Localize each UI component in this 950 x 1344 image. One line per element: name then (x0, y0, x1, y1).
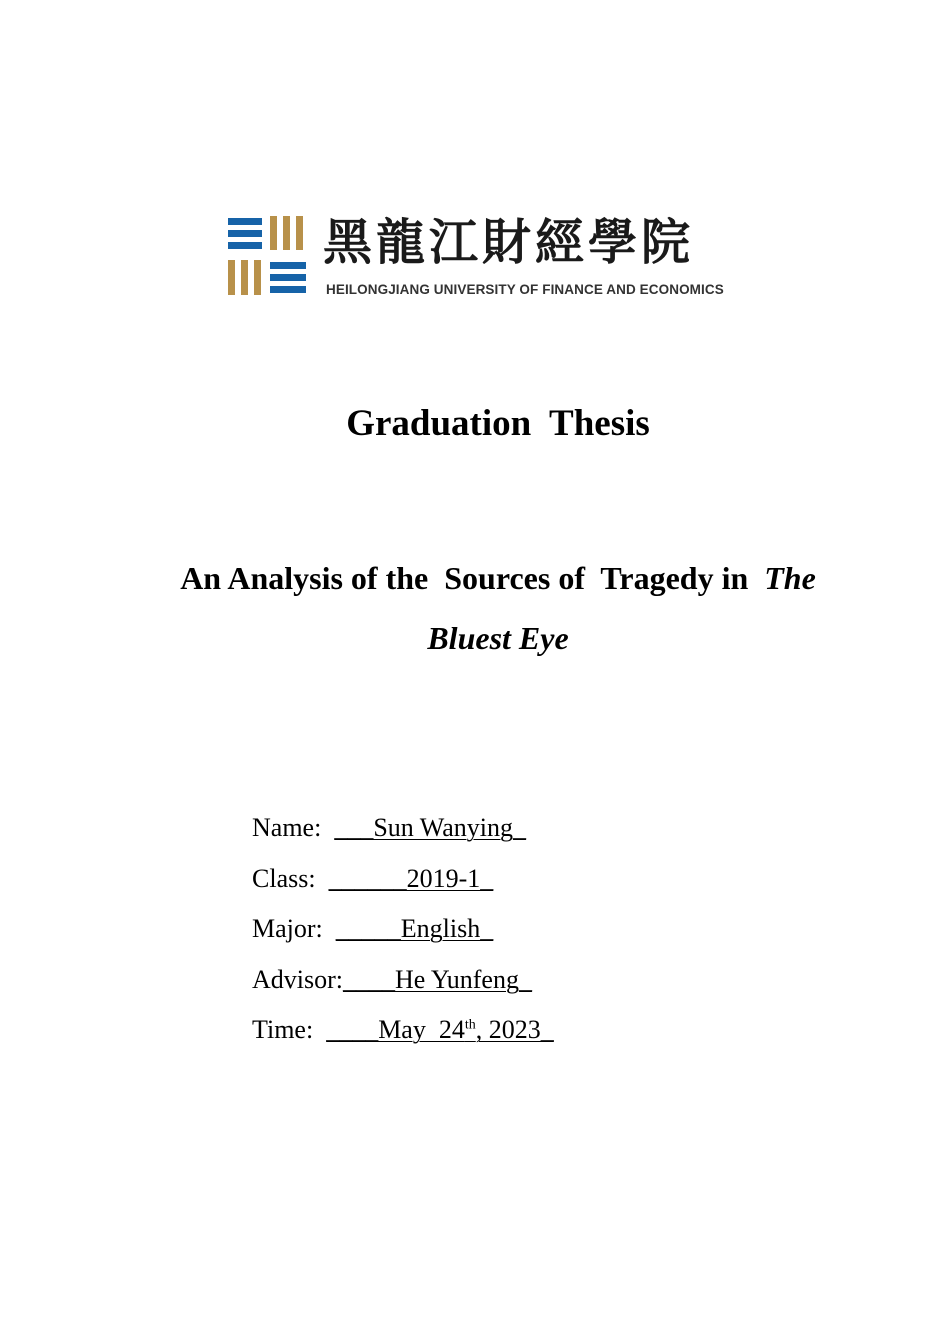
thesis-title-italic-2: Bluest Eye (427, 620, 569, 656)
logo-english-name: HEILONGJIANG UNIVERSITY OF FINANCE AND ECONOMICS (326, 282, 724, 297)
logo-chinese-name: 黑龍江財經學院 (323, 213, 695, 271)
time-label: Time: (252, 1015, 327, 1044)
thesis-title-text: An Analysis of the Sources of Tragedy in (180, 560, 765, 596)
time-value-ordinal: th (464, 1017, 476, 1033)
time-value (326, 1015, 554, 1044)
thesis-title-line-1 (0, 560, 950, 597)
info-row-time (252, 1014, 554, 1065)
major-value: _____English_ (335, 914, 494, 943)
university-emblem-icon (228, 216, 308, 296)
advisor-label: Advisor: (252, 964, 343, 994)
name-label: Name: (252, 813, 335, 842)
advisor-value: ____He Yunfeng_ (343, 964, 532, 994)
info-row-major (252, 913, 554, 964)
time-value-year: , 2023_ (475, 1015, 554, 1044)
time-value-main: ____May 24 (326, 1015, 465, 1044)
thesis-title-italic-1: The (764, 560, 816, 596)
name-value: ___Sun Wanying_ (334, 813, 527, 842)
document-type-heading: Graduation Thesis (346, 403, 650, 444)
info-row-advisor (252, 964, 554, 1015)
university-logo (228, 212, 773, 302)
class-label: Class: (252, 863, 329, 893)
author-info-block (252, 812, 554, 1065)
info-row-name (252, 812, 554, 863)
class-value: ______2019-1_ (328, 863, 494, 893)
major-label: Major: (252, 914, 336, 943)
info-row-class (252, 863, 554, 914)
thesis-title-line-2 (0, 620, 950, 657)
